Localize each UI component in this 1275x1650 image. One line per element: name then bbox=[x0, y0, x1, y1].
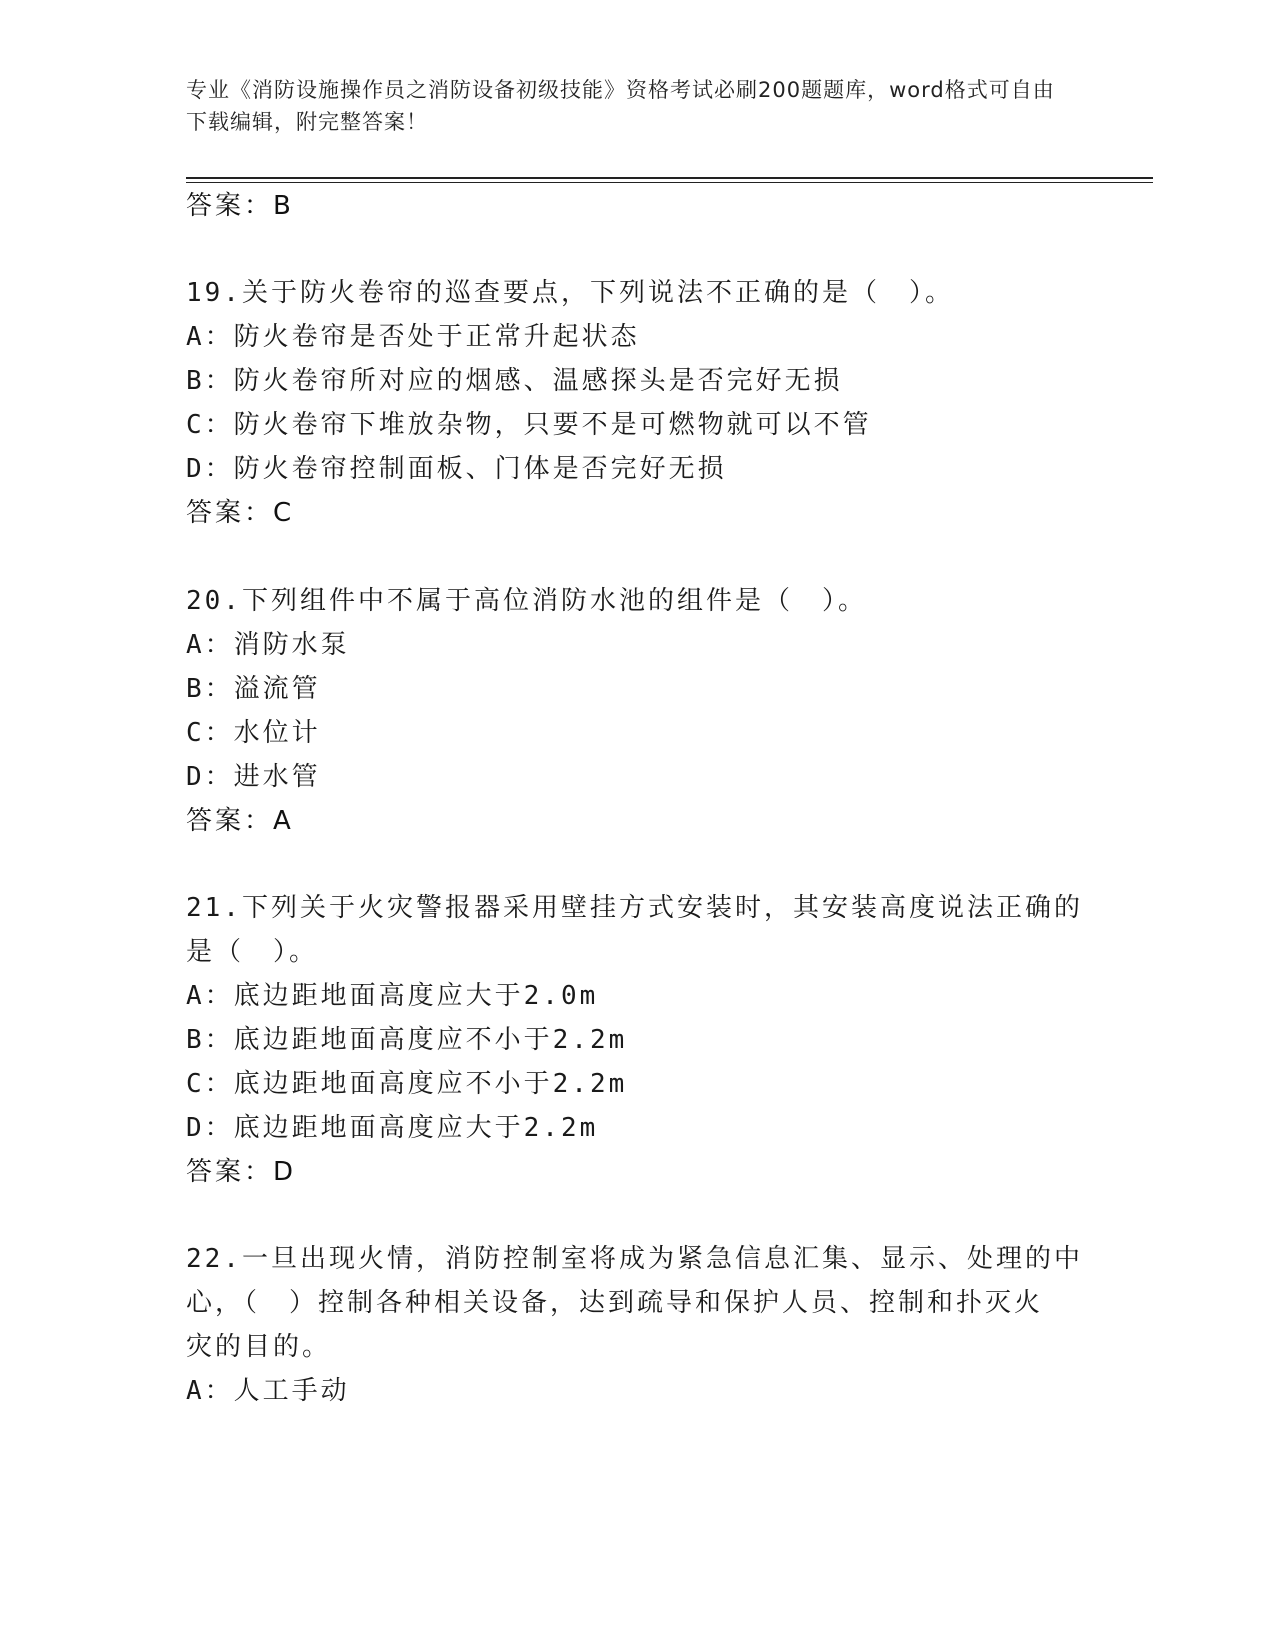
question-21-option-d: D：底边距地面高度应大于2.2m bbox=[186, 1113, 599, 1143]
question-19-option-d: D：防火卷帘控制面板、门体是否完好无损 bbox=[186, 454, 727, 484]
question-19-option-b: B：防火卷帘所对应的烟感、温感探头是否完好无损 bbox=[186, 366, 843, 396]
question-21-stem-line-2: 是（ ）。 bbox=[186, 937, 319, 967]
question-20-option-d: D：进水管 bbox=[186, 762, 321, 792]
previous-answer: 答案：B bbox=[186, 191, 294, 221]
question-20-answer: 答案：A bbox=[186, 806, 294, 836]
question-20-option-b: B：溢流管 bbox=[186, 674, 321, 704]
header-text: 专业《消防设施操作员之消防设备初级技能》资格考试必刷200题题库，word格式可自由下载编辑，附完整答案！ bbox=[186, 78, 1055, 134]
question-19-option-c: C：防火卷帘下堆放杂物，只要不是可燃物就可以不管 bbox=[186, 410, 872, 440]
question-19-stem: 19.关于防火卷帘的巡查要点，下列说法不正确的是（ ）。 bbox=[186, 278, 954, 308]
question-21-stem-line-1: 21.下列关于火灾警报器采用壁挂方式安装时，其安装高度说法正确的 bbox=[186, 893, 1083, 923]
question-22-stem-line-3: 灾的目的。 bbox=[186, 1332, 332, 1362]
question-20-stem: 20.下列组件中不属于高位消防水池的组件是（ ）。 bbox=[186, 586, 867, 616]
question-21-option-c: C：底边距地面高度应不小于2.2m bbox=[186, 1069, 628, 1099]
question-19-option-a: A：防火卷帘是否处于正常升起状态 bbox=[186, 322, 640, 352]
header-rule-thick bbox=[186, 177, 1153, 179]
question-19-answer: 答案：C bbox=[186, 498, 295, 528]
question-22-option-a: A：人工手动 bbox=[186, 1376, 350, 1406]
question-22-stem-line-1: 22.一旦出现火情，消防控制室将成为紧急信息汇集、显示、处理的中 bbox=[186, 1244, 1083, 1274]
question-20-option-a: A：消防水泵 bbox=[186, 630, 350, 660]
question-21-option-b: B：底边距地面高度应不小于2.2m bbox=[186, 1025, 628, 1055]
question-21-option-a: A：底边距地面高度应大于2.0m bbox=[186, 981, 599, 1011]
question-22-stem-line-2: 心，（ ）控制各种相关设备，达到疏导和保护人员、控制和扑灭火 bbox=[186, 1288, 1044, 1318]
question-20-option-c: C：水位计 bbox=[186, 718, 321, 748]
document-header bbox=[186, 74, 1066, 138]
header-rule-thin bbox=[186, 182, 1153, 183]
question-21-answer: 答案：D bbox=[186, 1157, 297, 1187]
